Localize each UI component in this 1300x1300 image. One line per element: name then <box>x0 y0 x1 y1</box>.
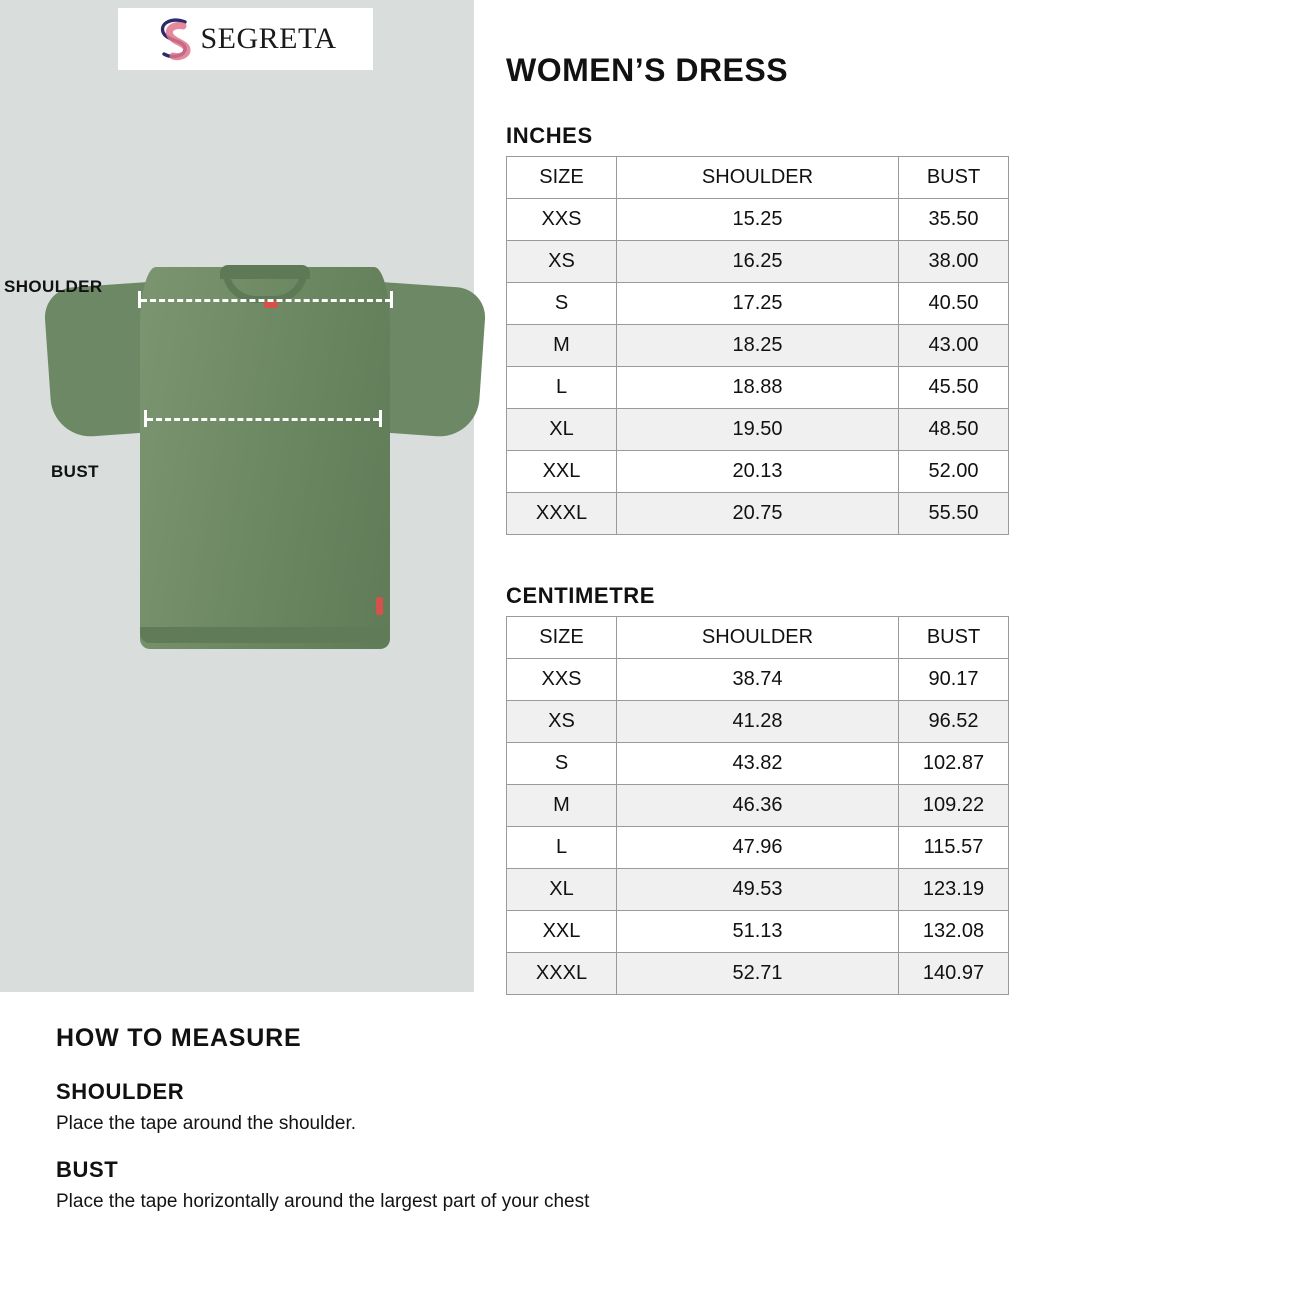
shirt-hem <box>140 627 390 643</box>
shirt-side-tag-icon <box>376 597 383 615</box>
cell-bust: 132.08 <box>899 911 1009 953</box>
cell-size: XS <box>507 701 617 743</box>
cell-size: XL <box>507 409 617 451</box>
cell-size: XXL <box>507 911 617 953</box>
column-header-bust: BUST <box>899 157 1009 199</box>
cell-size: XXXL <box>507 493 617 535</box>
shoulder-guide-line <box>141 299 391 302</box>
shirt-neck-tag-icon <box>264 301 278 308</box>
table-row <box>507 869 1009 911</box>
cell-bust: 90.17 <box>899 659 1009 701</box>
cell-size: XXXL <box>507 953 617 995</box>
table-row <box>507 367 1009 409</box>
tshirt-illustration <box>40 255 475 645</box>
cell-shoulder: 49.53 <box>617 869 899 911</box>
cell-shoulder: 52.71 <box>617 953 899 995</box>
cell-bust: 102.87 <box>899 743 1009 785</box>
unit-heading-inches: INCHES <box>506 123 593 148</box>
table-row <box>507 451 1009 493</box>
cell-shoulder: 38.74 <box>617 659 899 701</box>
cell-shoulder: 19.50 <box>617 409 899 451</box>
cell-shoulder: 41.28 <box>617 701 899 743</box>
cell-shoulder: 43.82 <box>617 743 899 785</box>
cell-bust: 55.50 <box>899 493 1009 535</box>
table-row <box>507 953 1009 995</box>
cell-shoulder: 51.13 <box>617 911 899 953</box>
cell-bust: 96.52 <box>899 701 1009 743</box>
bust-guide-line <box>147 418 379 421</box>
how-to-measure-item-bust <box>56 1157 1156 1213</box>
cell-size: XXS <box>507 659 617 701</box>
cell-bust: 52.00 <box>899 451 1009 493</box>
how-to-measure-item-shoulder <box>56 1079 1156 1135</box>
cell-bust: 115.57 <box>899 827 1009 869</box>
table-row <box>507 911 1009 953</box>
table-row <box>507 283 1009 325</box>
cell-shoulder: 18.25 <box>617 325 899 367</box>
table-row <box>507 827 1009 869</box>
cell-size: S <box>507 283 617 325</box>
cell-bust: 43.00 <box>899 325 1009 367</box>
bust-callout-label: BUST <box>51 462 99 481</box>
shoulder-guide-cap-right <box>390 291 393 308</box>
cell-bust: 40.50 <box>899 283 1009 325</box>
how-to-measure-title: HOW TO MEASURE <box>56 1024 302 1052</box>
column-header-size: SIZE <box>507 617 617 659</box>
table-row <box>507 409 1009 451</box>
column-header-shoulder: SHOULDER <box>617 617 899 659</box>
how-to-item-text: Place the tape horizontally around the largest part of your chest <box>56 1191 590 1212</box>
table-row <box>507 241 1009 283</box>
size-table-centimetre <box>506 616 1009 995</box>
cell-size: M <box>507 325 617 367</box>
cell-shoulder: 17.25 <box>617 283 899 325</box>
cell-bust: 48.50 <box>899 409 1009 451</box>
unit-heading-centimetre: CENTIMETRE <box>506 583 655 608</box>
page-title: WOMEN’S DRESS <box>506 52 789 88</box>
table-row <box>507 199 1009 241</box>
cell-size: M <box>507 785 617 827</box>
how-to-item-text: Place the tape around the shoulder. <box>56 1113 357 1134</box>
brand-name: SEGRETA <box>200 22 337 55</box>
how-to-measure-section <box>56 1024 1156 1235</box>
cell-size: XS <box>507 241 617 283</box>
table-row <box>507 659 1009 701</box>
cell-bust: 38.00 <box>899 241 1009 283</box>
cell-size: L <box>507 827 617 869</box>
column-header-shoulder: SHOULDER <box>617 157 899 199</box>
column-header-size: SIZE <box>507 157 617 199</box>
cell-shoulder: 20.75 <box>617 493 899 535</box>
cell-size: XXL <box>507 451 617 493</box>
table-row <box>507 325 1009 367</box>
segreta-s-monogram-icon <box>154 16 198 62</box>
table-row <box>507 493 1009 535</box>
cell-shoulder: 18.88 <box>617 367 899 409</box>
cell-size: L <box>507 367 617 409</box>
cell-size: XXS <box>507 199 617 241</box>
cell-bust: 140.97 <box>899 953 1009 995</box>
table-row <box>507 785 1009 827</box>
shoulder-callout-label: SHOULDER <box>4 277 103 296</box>
cell-bust: 45.50 <box>899 367 1009 409</box>
cell-shoulder: 47.96 <box>617 827 899 869</box>
cell-bust: 109.22 <box>899 785 1009 827</box>
cell-bust: 35.50 <box>899 199 1009 241</box>
cell-shoulder: 20.13 <box>617 451 899 493</box>
table-header-row <box>507 157 1009 199</box>
table-header-row <box>507 617 1009 659</box>
cell-shoulder: 15.25 <box>617 199 899 241</box>
shirt-body <box>140 267 390 649</box>
cell-size: S <box>507 743 617 785</box>
cell-shoulder: 16.25 <box>617 241 899 283</box>
table-row <box>507 701 1009 743</box>
cell-shoulder: 46.36 <box>617 785 899 827</box>
bust-guide-cap-right <box>379 410 382 427</box>
cell-size: XL <box>507 869 617 911</box>
cell-bust: 123.19 <box>899 869 1009 911</box>
brand-logo <box>118 8 373 70</box>
column-header-bust: BUST <box>899 617 1009 659</box>
illustration-panel <box>0 0 474 992</box>
table-row <box>507 743 1009 785</box>
size-table-inches <box>506 156 1009 535</box>
size-chart <box>506 52 1026 1043</box>
how-to-item-heading: SHOULDER <box>56 1079 185 1104</box>
how-to-item-heading: BUST <box>56 1157 119 1182</box>
